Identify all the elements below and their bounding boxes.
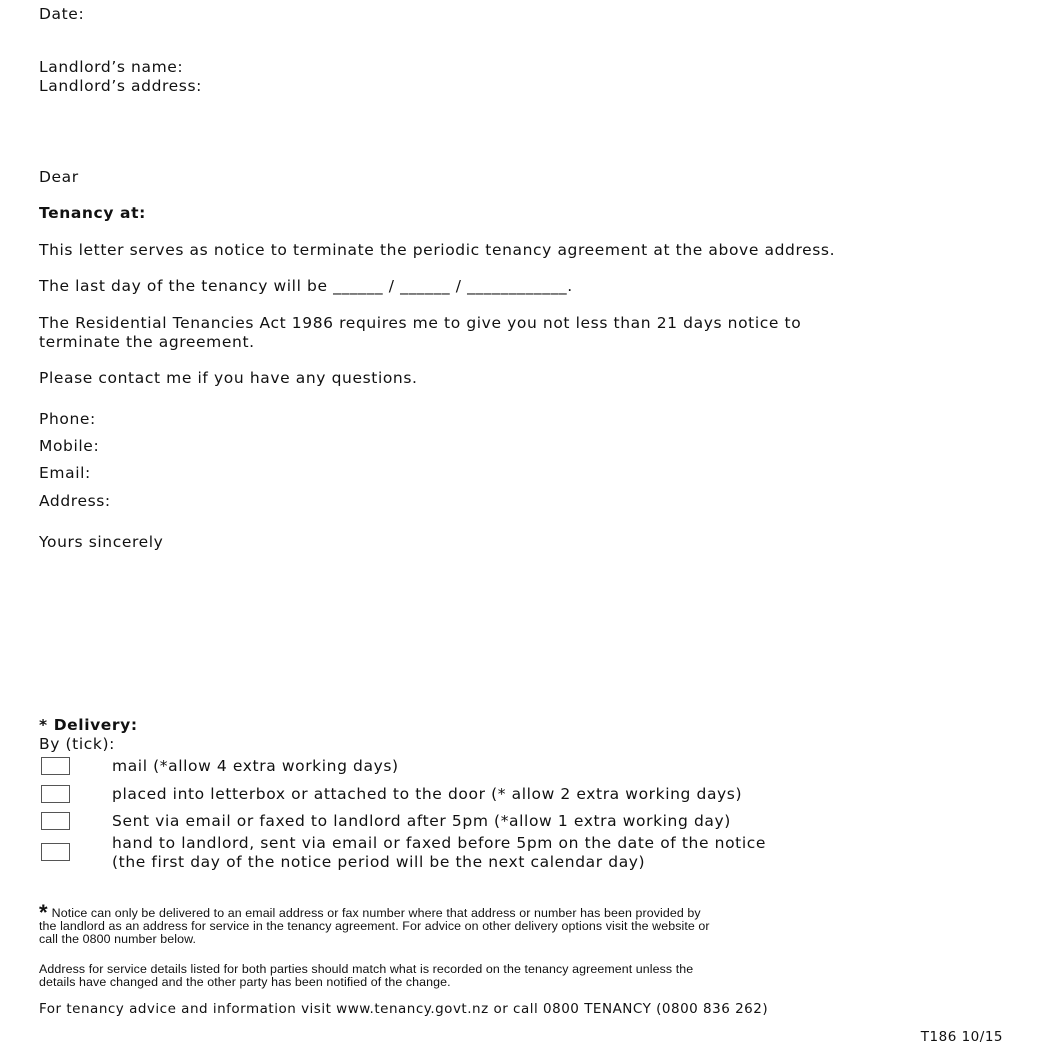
delivery-hand-checkbox[interactable] xyxy=(41,843,70,861)
by-tick-label: By (tick): xyxy=(39,735,115,753)
delivery-email-after-5pm-label: Sent via email or faxed to landlord after 5pm (*allow 1 extra working day) xyxy=(112,812,731,830)
act-requirement-line-1: The Residential Tenancies Act 1986 requires me to give you not less than 21 days notice to xyxy=(39,314,802,332)
notice-delivery-line-1: * Notice can only be delivered to an email address or fax number where that address or number has been provided by xyxy=(39,900,701,925)
tenancy-at-label: Tenancy at: xyxy=(39,204,146,222)
footnote-star: * xyxy=(39,900,48,925)
form-code: T186 10/15 xyxy=(920,1029,1003,1045)
tenancy-advice-line: For tenancy advice and information visit www.tenancy.govt.nz or call 0800 TENANCY (0800 836 262) xyxy=(39,1001,769,1017)
address-service-footnote xyxy=(39,963,1014,989)
delivery-hand-label: hand to landlord, sent via email or faxed before 5pm on the date of the notice xyxy=(112,834,766,852)
salutation: Dear xyxy=(39,168,79,186)
delivery-heading: * Delivery: xyxy=(39,716,138,734)
last-day-line: The last day of the tenancy will be ______ / ______ / ____________. xyxy=(39,277,573,295)
notice-delivery-line-3: call the 0800 number below. xyxy=(39,932,196,946)
notice-statement: This letter serves as notice to terminate the periodic tenancy agreement at the above address. xyxy=(39,241,836,259)
delivery-mail-checkbox[interactable] xyxy=(41,757,70,775)
delivery-hand-note: (the first day of the notice period will be the next calendar day) xyxy=(112,853,646,871)
contact-request: Please contact me if you have any questions. xyxy=(39,369,418,387)
email-label: Email: xyxy=(39,464,91,482)
notice-delivery-footnote xyxy=(39,900,1014,946)
delivery-mail-label: mail (*allow 4 extra working days) xyxy=(112,757,399,775)
address-service-line-2: details have changed and the other party has been notified of the change. xyxy=(39,975,451,989)
address-service-line-1: Address for service details listed for both parties should match what is recorded on the tenancy agreement unless the xyxy=(39,962,694,976)
act-requirement-line-2: terminate the agreement. xyxy=(39,333,255,351)
delivery-letterbox-checkbox[interactable] xyxy=(41,785,70,803)
landlord-address-label: Landlord’s address: xyxy=(39,77,202,95)
landlord-name-label: Landlord’s name: xyxy=(39,58,184,76)
date-label: Date: xyxy=(39,5,85,23)
delivery-email-after-5pm-checkbox[interactable] xyxy=(41,812,70,830)
phone-label: Phone: xyxy=(39,410,96,428)
mobile-label: Mobile: xyxy=(39,437,100,455)
delivery-letterbox-label: placed into letterbox or attached to the door (* allow 2 extra working days) xyxy=(112,785,743,803)
closing-yours-sincerely: Yours sincerely xyxy=(39,533,164,551)
notice-delivery-line-2: the landlord as an address for service in the tenancy agreement. For advice on other delivery options visit the website or xyxy=(39,919,710,933)
address-label: Address: xyxy=(39,492,111,510)
